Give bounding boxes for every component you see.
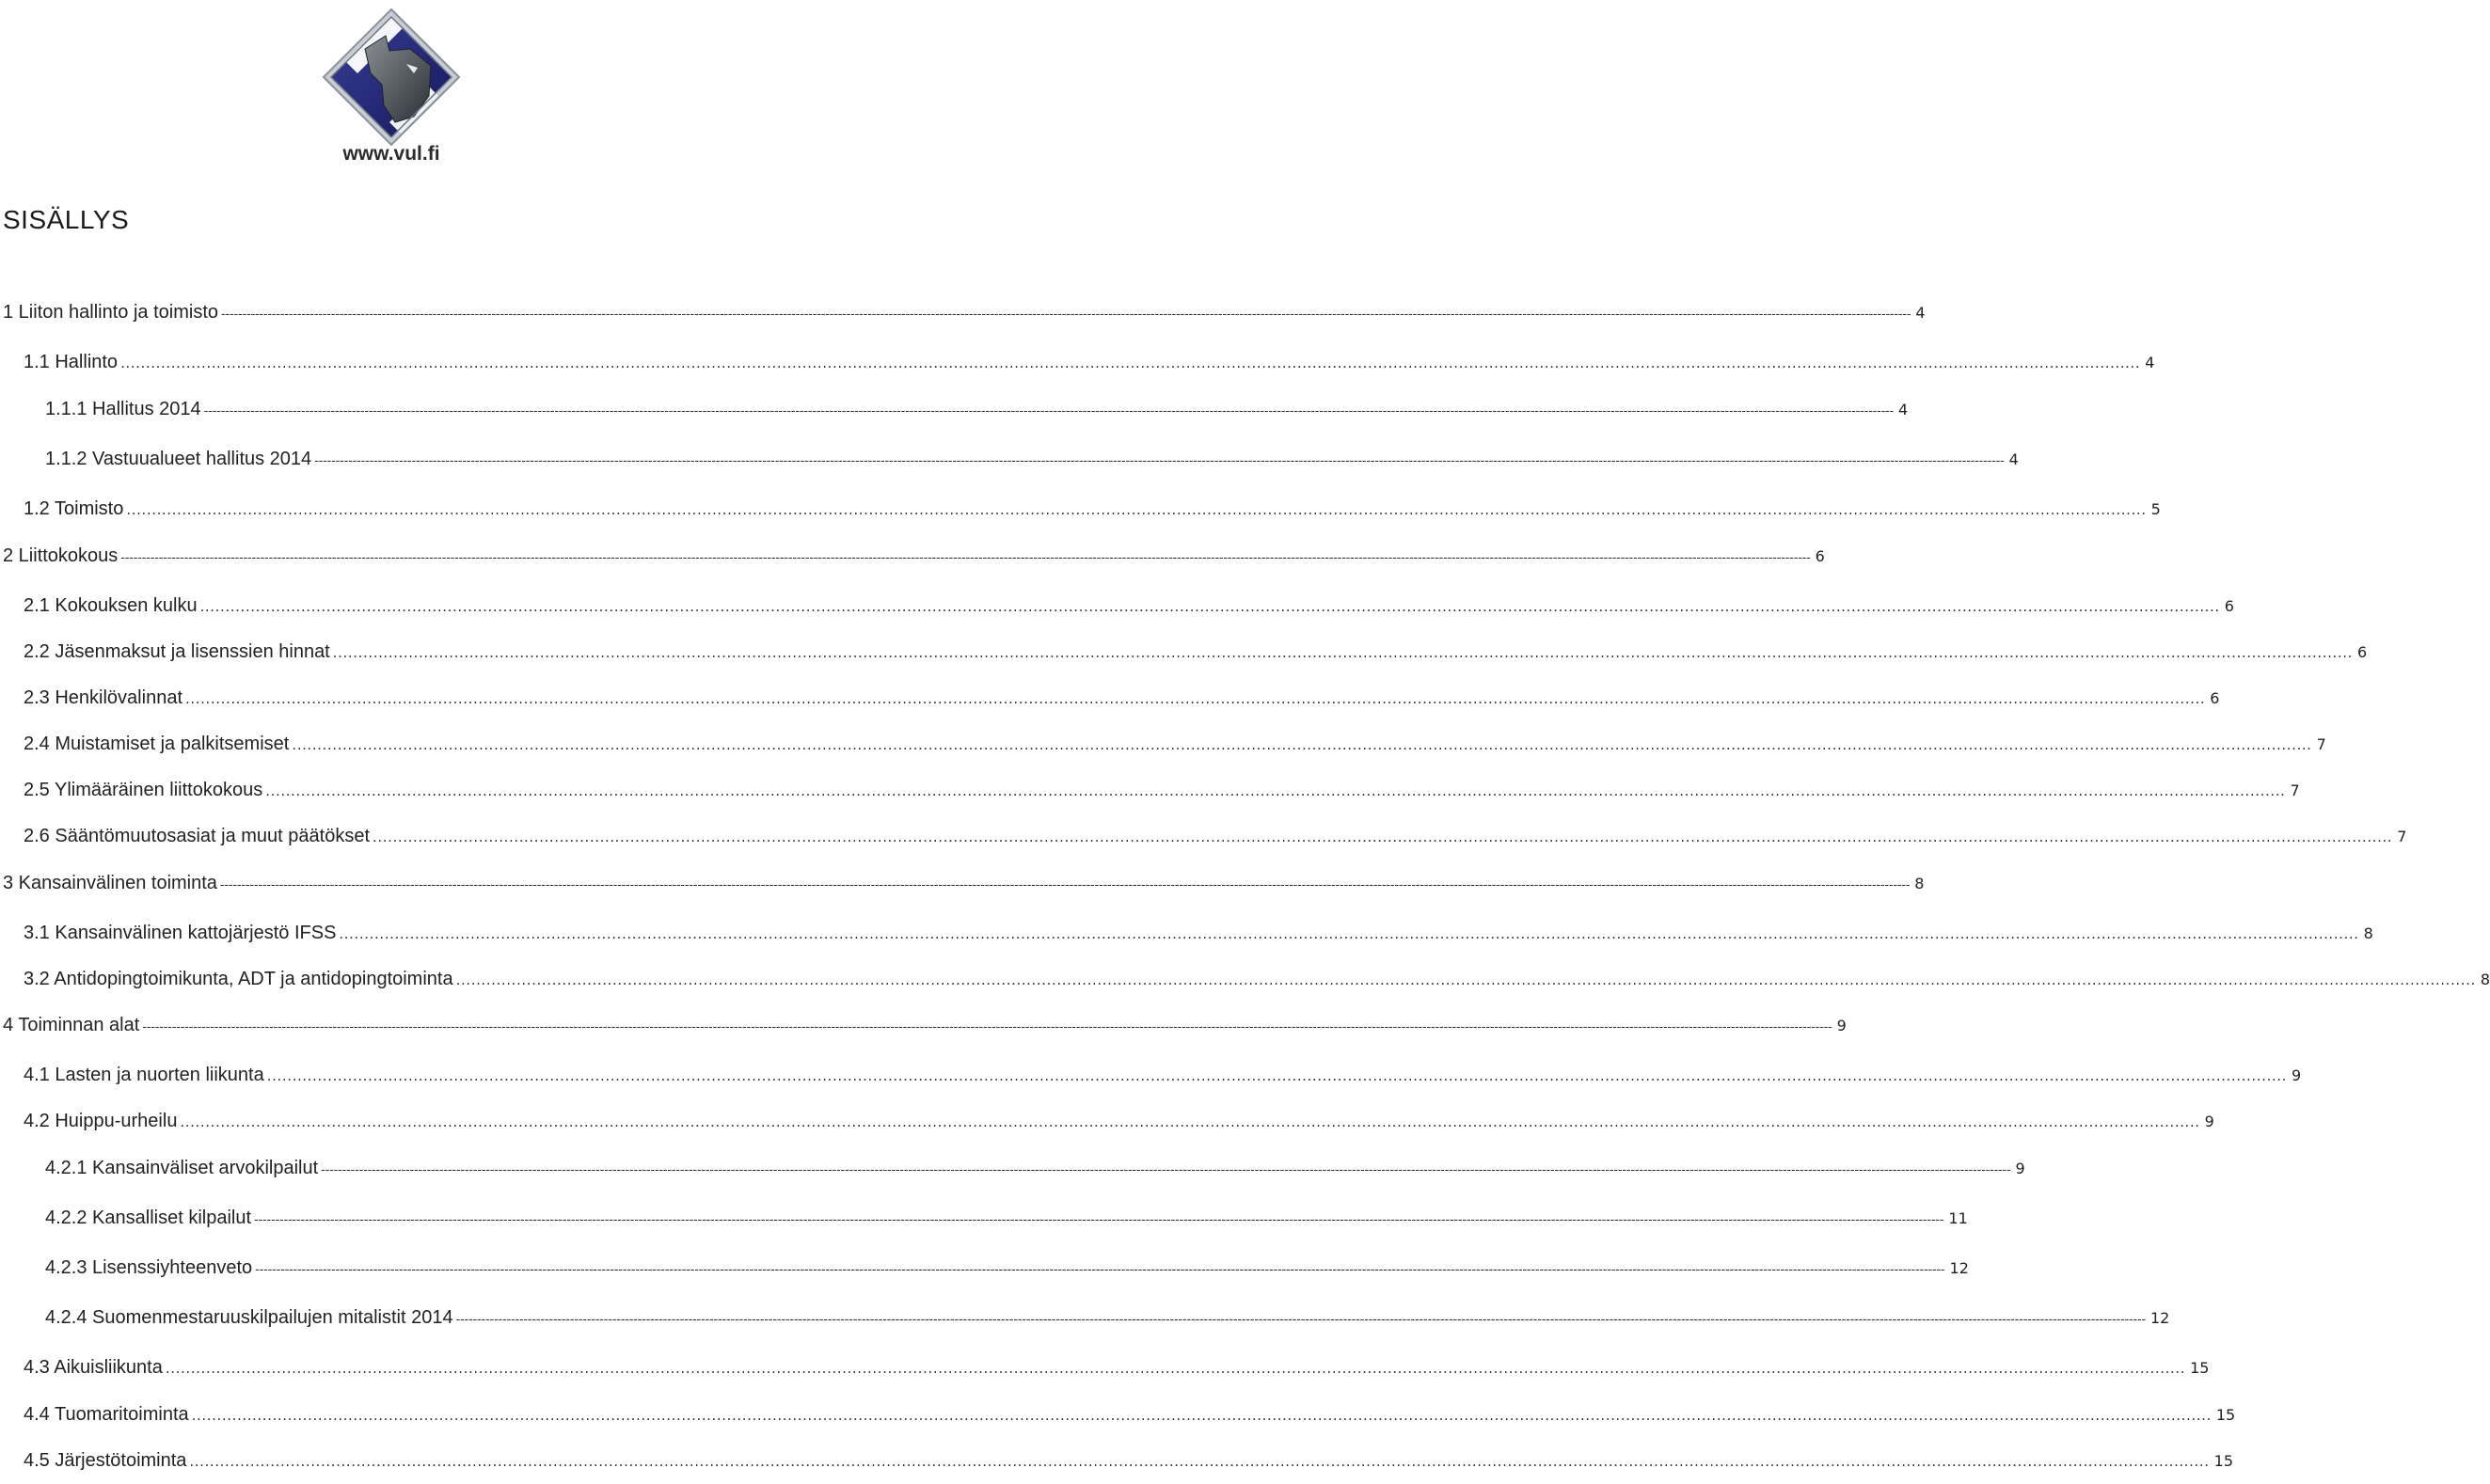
page-title: SISÄLLYS — [3, 205, 130, 234]
toc-entry-title: 4.2 Huippu-urheilu — [24, 1111, 178, 1131]
toc-entry[interactable] — [24, 1354, 2210, 1381]
logo-text: www.vul.fi — [342, 143, 440, 165]
toc-entry[interactable] — [45, 446, 2019, 472]
toc-leader: ................................................................................................................................................................................................................................................................................................................................................................................................................ — [126, 501, 2147, 518]
toc-page-number: 15 — [2213, 1452, 2234, 1470]
toc-entry[interactable] — [24, 731, 2326, 757]
toc-leader: ................................................................................................................................................................................................................................................................................................................................................................................................................ — [199, 598, 2220, 615]
toc-entry-title: 2.3 Henkilövalinnat — [24, 687, 182, 708]
toc-leader: ---------------------------------------------------------------------------------------------------------------------------------------------------------------------------------------------------------------------------------------------------------------------------------------------------------------------------------------------------------------------------------------------------------------- — [219, 878, 1911, 892]
toc-entry-title: 2 Liittokokous — [3, 545, 119, 566]
toc-leader: ................................................................................................................................................................................................................................................................................................................................................................................................................ — [339, 925, 2359, 942]
toc-entry-title: 4.5 Järjestötoiminta — [24, 1450, 187, 1471]
toc-page-number: 15 — [2190, 1359, 2210, 1377]
toc-entry-title: 3 Kansainvälinen toiminta — [3, 873, 217, 893]
toc-entry-title: 4 Toiminnan alat — [3, 1015, 140, 1035]
toc-entry-title: 1.1 Hallinto — [24, 352, 119, 372]
toc-entry[interactable] — [24, 1108, 2214, 1134]
toc-page-number: 7 — [2397, 828, 2407, 845]
toc-page-number: 7 — [2316, 735, 2326, 753]
toc-page-number: 8 — [2480, 971, 2490, 988]
toc-page-number: 4 — [2145, 354, 2155, 371]
toc-entry-title: 2.4 Muistamiset ja palkitsemiset — [24, 734, 290, 754]
toc-page-number: 6 — [2356, 643, 2368, 661]
toc-page-number: 9 — [2015, 1160, 2025, 1177]
toc-entry[interactable] — [3, 870, 1925, 896]
toc-entry-title: 4.4 Tuomaritoiminta — [24, 1404, 189, 1425]
toc-entry-title: 1.1.1 Hallitus 2014 — [45, 399, 201, 419]
toc-leader: ---------------------------------------------------------------------------------------------------------------------------------------------------------------------------------------------------------------------------------------------------------------------------------------------------------------------------------------------------------------------------------------------------------------- — [254, 1213, 1944, 1227]
toc-entry[interactable] — [24, 496, 2161, 522]
toc-entry[interactable] — [24, 349, 2155, 375]
toc-page-number: 6 — [1815, 547, 1825, 565]
toc-entry-title: 4.2.4 Suomenmestaruuskilpailujen mitalistit 2014 — [45, 1307, 453, 1328]
toc-leader: ................................................................................................................................................................................................................................................................................................................................................................................................................ — [120, 355, 2141, 371]
toc-entry[interactable] — [24, 1062, 2302, 1088]
toc-leader: ---------------------------------------------------------------------------------------------------------------------------------------------------------------------------------------------------------------------------------------------------------------------------------------------------------------------------------------------------------------------------------------------------------------- — [203, 404, 1895, 418]
toc-leader: ................................................................................................................................................................................................................................................................................................................................................................................................................ — [292, 736, 2312, 753]
toc-entry-title: 3.2 Antidopingtoimikunta, ADT ja antidopingtoiminta — [24, 969, 453, 989]
toc-leader: ................................................................................................................................................................................................................................................................................................................................................................................................................ — [165, 1360, 2186, 1377]
toc-page-number: 9 — [2291, 1066, 2302, 1084]
toc-page-number: 9 — [1836, 1017, 1847, 1034]
toc-leader: ................................................................................................................................................................................................................................................................................................................................................................................................................ — [189, 1453, 2210, 1470]
toc-leader: ................................................................................................................................................................................................................................................................................................................................................................................................................ — [185, 690, 2206, 707]
toc-entry-title: 1 Liiton hallinto ja toimisto — [3, 302, 219, 323]
toc-entry-title: 4.2.2 Kansalliset kilpailut — [45, 1208, 252, 1228]
toc-entry[interactable] — [3, 299, 1926, 325]
toc-page-number: 4 — [2008, 450, 2019, 468]
toc-leader: ................................................................................................................................................................................................................................................................................................................................................................................................................ — [455, 971, 2476, 988]
toc-entry[interactable] — [24, 1401, 2236, 1428]
toc-entry-title: 3.1 Kansainvälinen kattojärjestö IFSS — [24, 923, 337, 943]
toc-leader: ................................................................................................................................................................................................................................................................................................................................................................................................................ — [373, 829, 2393, 845]
toc-leader: ---------------------------------------------------------------------------------------------------------------------------------------------------------------------------------------------------------------------------------------------------------------------------------------------------------------------------------------------------------------------------------------------------------------- — [255, 1263, 1945, 1277]
toc-entry-title: 2.1 Kokouksen kulku — [24, 595, 198, 616]
toc-entry-title: 1.1.2 Vastuualueet hallitus 2014 — [45, 449, 312, 469]
toc-entry-title: 4.3 Aikuisliikunta — [24, 1357, 163, 1378]
toc-entry[interactable] — [45, 1255, 1969, 1281]
toc-entry[interactable] — [24, 966, 2490, 992]
toc-entry[interactable] — [24, 639, 2368, 665]
toc-entry[interactable] — [45, 1205, 1968, 1231]
toc-leader: ---------------------------------------------------------------------------------------------------------------------------------------------------------------------------------------------------------------------------------------------------------------------------------------------------------------------------------------------------------------------------------------------------------------- — [321, 1163, 2011, 1177]
toc-page-number: 6 — [2224, 597, 2234, 615]
toc-leader: ................................................................................................................................................................................................................................................................................................................................................................................................................ — [191, 1407, 2212, 1424]
toc-entry[interactable] — [45, 1155, 2025, 1181]
toc-leader: ................................................................................................................................................................................................................................................................................................................................................................................................................ — [266, 1067, 2287, 1084]
toc-entry-title: 4.1 Lasten ja nuorten liikunta — [24, 1065, 264, 1085]
toc-entry-title: 2.6 Sääntömuutosasiat ja muut päätökset — [24, 826, 371, 846]
toc-entry[interactable] — [45, 396, 1909, 422]
toc-entry-title: 4.2.1 Kansainväliset arvokilpailut — [45, 1158, 319, 1178]
toc-leader: ---------------------------------------------------------------------------------------------------------------------------------------------------------------------------------------------------------------------------------------------------------------------------------------------------------------------------------------------------------------------------------------------------------------- — [120, 551, 1811, 565]
toc-page-number: 6 — [2210, 689, 2220, 707]
toc-entry[interactable] — [3, 543, 1825, 569]
toc-entry[interactable] — [3, 1012, 1847, 1038]
toc-leader: ---------------------------------------------------------------------------------------------------------------------------------------------------------------------------------------------------------------------------------------------------------------------------------------------------------------------------------------------------------------------------------------------------------------- — [314, 454, 2005, 468]
toc-page-number: 15 — [2215, 1406, 2236, 1424]
toc-entry[interactable] — [24, 1447, 2234, 1474]
toc-page-number: 12 — [2149, 1309, 2170, 1327]
toc-leader: ................................................................................................................................................................................................................................................................................................................................................................................................................ — [180, 1113, 2200, 1130]
toc-page-number: 5 — [2150, 500, 2161, 518]
toc-page-number: 8 — [2363, 924, 2373, 942]
toc-entry[interactable] — [45, 1304, 2170, 1331]
vul-logo — [316, 8, 467, 175]
vul-logo-emblem-icon — [316, 8, 467, 175]
toc-page-number: 4 — [1898, 401, 1909, 418]
toc-page-number: 11 — [1948, 1209, 1968, 1227]
toc-leader: ---------------------------------------------------------------------------------------------------------------------------------------------------------------------------------------------------------------------------------------------------------------------------------------------------------------------------------------------------------------------------------------------------------------- — [455, 1313, 2146, 1327]
toc-leader: ................................................................................................................................................................................................................................................................................................................................................................................................................ — [265, 782, 2286, 799]
toc-entry-title: 2.2 Jäsenmaksut ja lisenssien hinnat — [24, 641, 330, 662]
toc-page-number: 9 — [2204, 1113, 2214, 1130]
toc-entry-title: 2.5 Ylimääräinen liittokokous — [24, 780, 263, 800]
toc-entry[interactable] — [24, 920, 2373, 946]
toc-entry[interactable] — [24, 592, 2234, 619]
toc-entry-title: 4.2.3 Lisenssiyhteenveto — [45, 1257, 253, 1278]
toc-entry-title: 1.2 Toimisto — [24, 498, 124, 519]
toc-entry[interactable] — [24, 777, 2300, 803]
toc-leader: ---------------------------------------------------------------------------------------------------------------------------------------------------------------------------------------------------------------------------------------------------------------------------------------------------------------------------------------------------------------------------------------------------------------- — [142, 1020, 1832, 1034]
toc-page-number: 7 — [2290, 781, 2300, 799]
toc-entry[interactable] — [24, 685, 2220, 711]
toc-page-number: 8 — [1914, 875, 1925, 892]
toc-leader: ................................................................................................................................................................................................................................................................................................................................................................................................................ — [332, 644, 2353, 661]
toc-leader: ---------------------------------------------------------------------------------------------------------------------------------------------------------------------------------------------------------------------------------------------------------------------------------------------------------------------------------------------------------------------------------------------------------------- — [221, 308, 1911, 322]
toc-page-number: 4 — [1915, 304, 1926, 322]
toc-entry[interactable] — [24, 823, 2407, 849]
toc-page-number: 12 — [1949, 1259, 1969, 1277]
